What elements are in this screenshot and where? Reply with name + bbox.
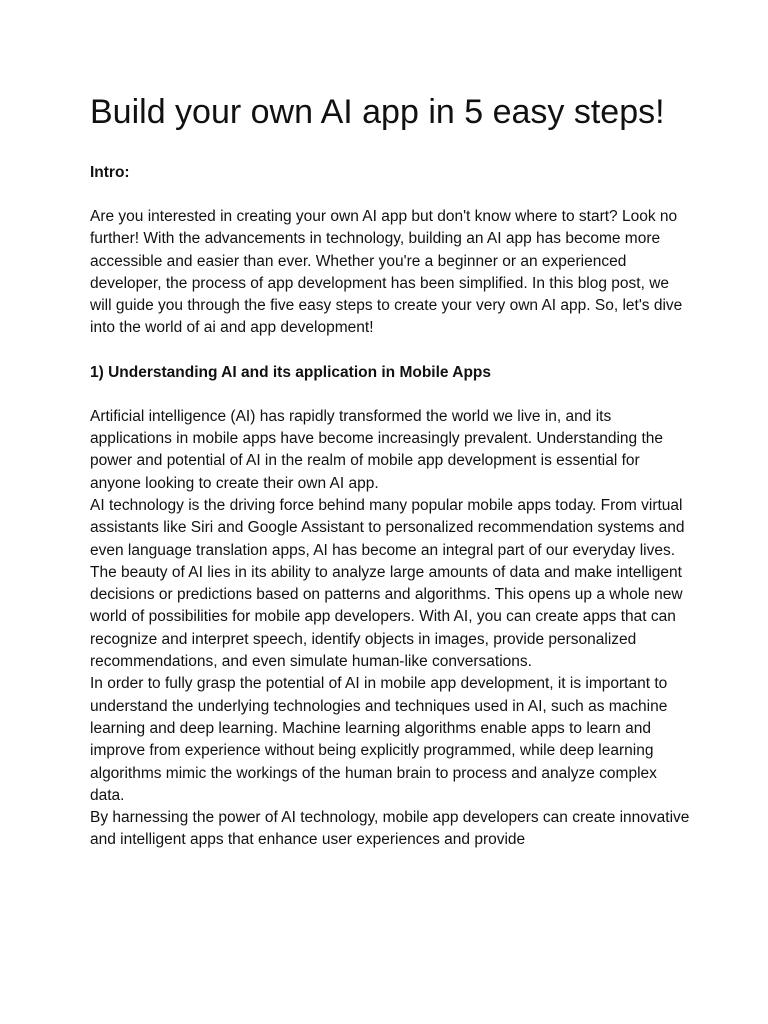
section-paragraph: AI technology is the driving force behind many popular mobile apps today. From virtual assistants like Siri and Google Assistant to personalized recommendation systems and even language translation apps, AI has become an integral part of our everyday lives. <box>90 496 685 559</box>
section-paragraph: By harnessing the power of AI technology, mobile app developers can create innovative and intelligent apps that enhance user experiences and provide <box>90 809 690 849</box>
intro-label: Intro: <box>90 164 130 181</box>
section-body <box>90 406 690 852</box>
document-title: Build your own AI app in 5 easy steps! <box>90 93 665 131</box>
section-paragraph: In order to fully grasp the potential of AI in mobile app development, it is important to understand the underlying technologies and techniques used in AI, such as machine learning and deep learning. Machine learning algorithms enable apps to learn and improve from experience without being explicitly programmed, while deep learning algorithms mimic the workings of the human brain to process and analyze complex data. <box>90 675 668 804</box>
section-paragraph: The beauty of AI lies in its ability to analyze large amounts of data and make intelligent decisions or predictions based on patterns and algorithms. This opens up a whole new world of possibilities for mobile app developers. With AI, you can create apps that can recognize and interpret speech, identify objects in images, provide personalized recommendations, and even simulate human-like conversations. <box>90 563 683 671</box>
section-paragraph: Artificial intelligence (AI) has rapidly transformed the world we live in, and its applications in mobile apps have become increasingly prevalent. Understanding the power and potential of AI in the realm of mobile app development is essential for anyone looking to create their own AI app. <box>90 407 663 492</box>
intro-paragraph: Are you interested in creating your own AI app but don't know where to start? Look no further! With the advancements in technology, building an AI app has become more accessible and easier than ever. Whether you're a beginner or an experienced developer, the process of app development has been simplified. In this blog post, we will guide you through the five easy steps to create your very own AI app. So, let's dive into the world of ai and app development! <box>90 208 683 337</box>
section-heading: 1) Understanding AI and its application in Mobile Apps <box>90 363 492 381</box>
document-content <box>90 88 690 852</box>
